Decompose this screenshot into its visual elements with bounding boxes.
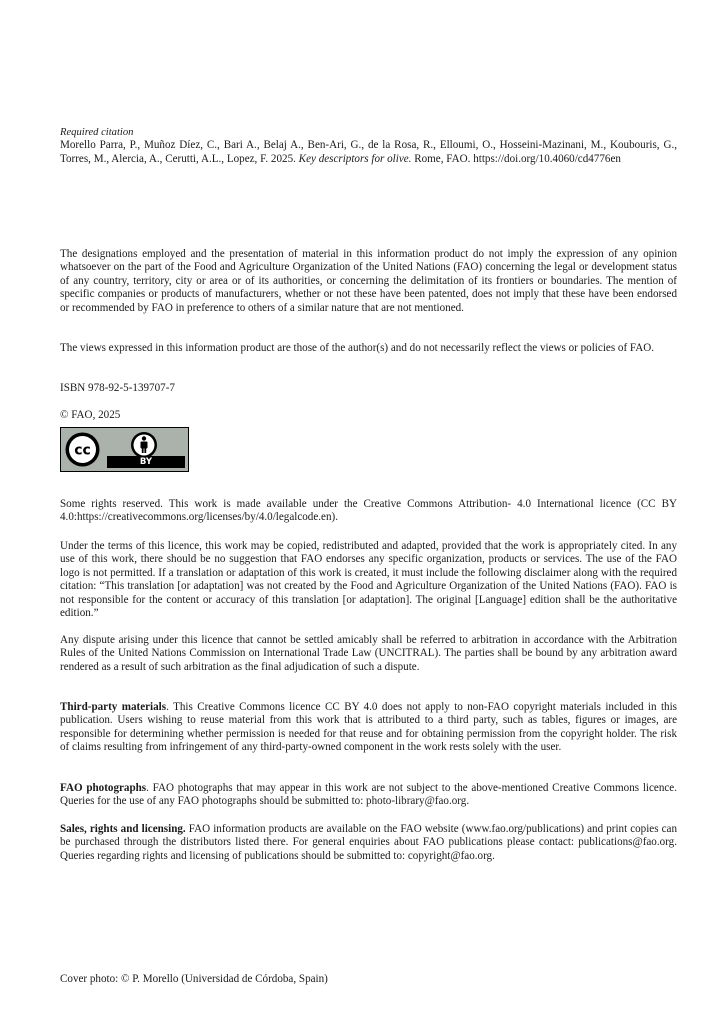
citation-block (60, 126, 677, 166)
cc-by-badge[interactable] (60, 427, 189, 472)
third-party-body: . This Creative Commons licence CC BY 4.0 does not apply to non-FAO copyright materials included in this publication. Users wishing to reuse material from this work that is attributed to a third party, such as tables, figures or images, are responsible for determining whether permission is needed for that reuse and for obtaining permission from the copyright holder. The risk of claims resulting from infringement of any third-party-owned component in the work rests solely with the user. (60, 701, 677, 754)
designations-disclaimer: The designations employed and the presentation of material in this information product do not imply the expression of any opinion whatsoever on the part of the Food and Agriculture Organization of the United Nations (FAO) concerning the legal or development status of any country, territory, city or area or of its authorities, or concerning the delimitation of its frontiers or boundaries. The mention of specific companies or products of manufacturers, whether or not these have been patented, does not imply that these have been endorsed or recommended by FAO in preference to others of a similar nature that are not mentioned. (60, 248, 677, 314)
sales-body: FAO information products are available on the FAO website (www.fao.org/publications) and print copies can be purchased through the distributors listed there. For general enquiries about FAO publications please contact: publications@fao.org. Queries regarding rights and licensing of publications should be submitted to: copyright@fao.org. (60, 823, 678, 862)
copyright: © FAO, 2025 (60, 409, 121, 421)
citation-text (60, 139, 677, 166)
isbn: ISBN 978-92-5-139707-7 (60, 382, 175, 394)
fao-photographs (60, 782, 677, 809)
by-label: BY (107, 456, 185, 468)
views-disclaimer: The views expressed in this information product are those of the author(s) and do not necessarily reflect the views or policies of FAO. (60, 342, 655, 354)
third-party-materials (60, 701, 677, 755)
citation-doi-link[interactable]: https://doi.org/10.4060/cd4776en (473, 152, 621, 165)
cc-label: cc (74, 442, 91, 459)
cover-photo-credit: Cover photo: © P. Morello (Universidad de Córdoba, Spain) (60, 973, 328, 985)
licence-dispute: Any dispute arising under this licence that cannot be settled amicably shall be referred to arbitration in accordance with the Arbitration Rules of the United Nations Commission on International Trade Law (UNCITRAL). The parties shall be bound by any arbitration award rendered as a result of such arbitration as the final adjudication of such a dispute. (60, 634, 677, 673)
sales-rights-licensing (60, 823, 677, 863)
document-page (60, 0, 677, 1024)
sales-heading: Sales, rights and licensing. (60, 823, 186, 835)
citation-publisher: Rome, FAO. (414, 152, 471, 165)
licence-terms: Under the terms of this licence, this work may be copied, redistributed and adapted, provided that the work is appropriately cited. In any use of this work, there should be no suggestion that FAO endorses any specific organization, products or services. The use of the FAO logo is not permitted. If a translation or adaptation of this work is created, it must include the following disclaimer along with the required citation: “This translation [or adaptation] was not created by the Food and Agriculture Organization of the United Nations (FAO). FAO is not responsible for the content or accuracy of this translation [or adaptation]. The original [Language] edition shall be the authoritative edition.” (60, 540, 677, 620)
photographs-heading: FAO photographs (60, 782, 147, 794)
photographs-body: . FAO photographs that may appear in this work are not subject to the above-mentioned Creative Commons licence. Queries for the use of any FAO photographs should be submitted to: photo-library@fao.org. (60, 782, 677, 808)
cc-icon (64, 431, 101, 468)
citation-title: Key descriptors for olive. (298, 152, 412, 165)
citation-label: Required citation (60, 127, 134, 138)
licence-rights: Some rights reserved. This work is made available under the Creative Commons Attribution- 4.0 International licence (CC BY 4.0:https://creativecommons.org/licenses/by/4.0/legalcode.en). (60, 498, 677, 524)
third-party-heading: Third-party materials (60, 701, 167, 713)
attribution-person-icon (130, 431, 158, 459)
citation-authors: Morello Parra, P., Muñoz Díez, C., Bari A., Belaj A., Ben-Ari, G., de la Rosa, R., Elloumi, O., Hosseini-Mazinani, M., Koubouris, G., Torres, M., Alercia, A., Cerutti, A.L., Lopez, F. 2025. (60, 139, 677, 165)
